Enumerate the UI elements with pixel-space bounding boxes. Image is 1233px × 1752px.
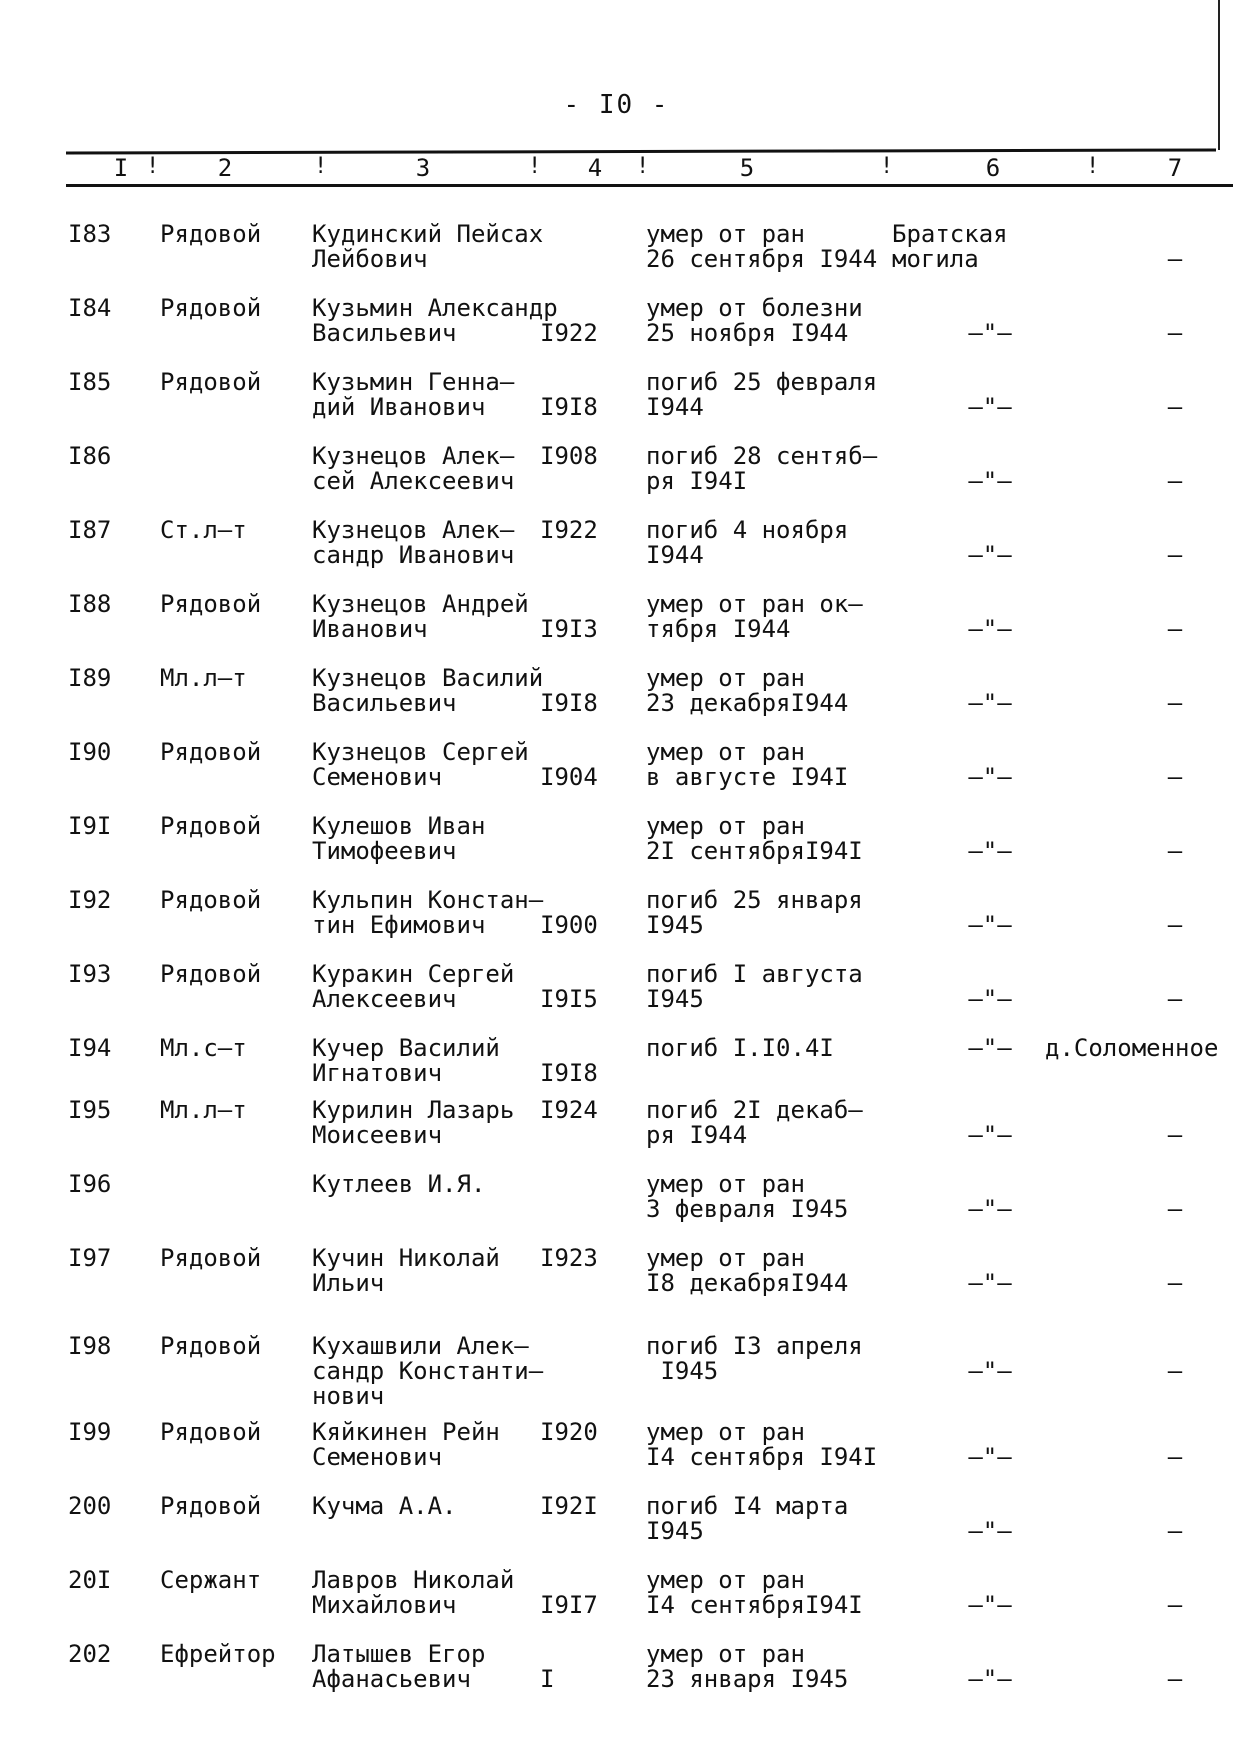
record-number: I84 [68, 294, 112, 322]
person-name-line: Ильич [312, 1269, 385, 1297]
person-name-line: Лейбович [312, 245, 428, 273]
military-rank: Рядовой [160, 1418, 262, 1446]
fate-line: умер от ран [646, 664, 805, 692]
burial-place: д.Соломенное [1045, 1034, 1219, 1062]
person-name-line: Васильевич [312, 689, 457, 717]
birth-year: I924 [540, 1096, 598, 1124]
column7-dash: – [1167, 1665, 1183, 1693]
military-rank: Рядовой [160, 368, 262, 396]
burial-line: –"– [968, 393, 1012, 421]
column7-dash: – [1167, 1591, 1183, 1619]
fate-line: I945 [646, 1357, 719, 1385]
person-name-line: Кучер Василий [312, 1034, 500, 1062]
record-number: I98 [68, 1332, 112, 1360]
fate-line: погиб I августа [646, 960, 863, 988]
column-separator: ! [1086, 154, 1100, 179]
column7-dash: – [1167, 1269, 1183, 1297]
burial-line: –"– [968, 467, 1012, 495]
column-separator: ! [636, 154, 650, 179]
person-name-line: дий Иванович [312, 393, 486, 421]
column7-dash: – [1167, 1121, 1183, 1149]
fate-line: умер от болезни [646, 294, 863, 322]
person-name-line: Кудинский Пейсах [312, 220, 544, 248]
fate-line: I944 [646, 393, 704, 421]
burial-line: –"– [968, 689, 1012, 717]
fate-line: I944 [646, 541, 704, 569]
record-number: I93 [68, 960, 112, 988]
person-name-line: Лавров Николай [312, 1566, 515, 1594]
record-number: I99 [68, 1418, 112, 1446]
fate-line: 23 декабряI944 [646, 689, 849, 717]
fate-line: 23 января I945 [646, 1665, 849, 1693]
record-number: I87 [68, 516, 112, 544]
column7-dash: – [1167, 1195, 1183, 1223]
birth-year: I9I8 [540, 393, 598, 421]
person-name-line: Кутлеев И.Я. [312, 1170, 486, 1198]
burial-line: –"– [968, 319, 1012, 347]
column-header-4: 4 [587, 154, 603, 182]
military-rank: Рядовой [160, 220, 262, 248]
military-rank: Рядовой [160, 886, 262, 914]
burial-line: –"– [968, 1591, 1012, 1619]
record-number: I92 [68, 886, 112, 914]
fate-line: ря I94I [646, 467, 748, 495]
fate-line: погиб 2I декаб– [646, 1096, 863, 1124]
person-name-line: Кульпин Констан– [312, 886, 544, 914]
record-number: I94 [68, 1034, 112, 1062]
record-number: 20I [68, 1566, 112, 1594]
military-rank: Мл.с–т [160, 1034, 247, 1062]
person-name-line: Афанасьевич [312, 1665, 471, 1693]
birth-year: I904 [540, 763, 598, 791]
column7-dash: – [1167, 1517, 1183, 1545]
burial-line: –"– [968, 1443, 1012, 1471]
fate-line: ря I944 [646, 1121, 748, 1149]
person-name-line: тин Ефимович [312, 911, 486, 939]
column-header-3: 3 [415, 154, 431, 182]
person-name-line: Кяйкинен Рейн [312, 1418, 500, 1446]
column7-dash: – [1167, 985, 1183, 1013]
column7-dash: – [1167, 393, 1183, 421]
fate-line: умер от ран [646, 812, 805, 840]
fate-line: I4 сентября I94I [646, 1443, 878, 1471]
person-name-line: Кузнецов Алек– [312, 442, 515, 470]
column7-dash: – [1167, 615, 1183, 643]
military-rank: Ст.л–т [160, 516, 247, 544]
birth-year: I9I7 [540, 1591, 598, 1619]
person-name-line: Куракин Сергей [312, 960, 515, 988]
person-name-line: Семенович [312, 763, 443, 791]
column7-dash: – [1167, 689, 1183, 717]
fate-line: умер от ран [646, 1640, 805, 1668]
person-name-line: Кузнецов Василий [312, 664, 544, 692]
column7-dash: – [1167, 245, 1183, 273]
military-rank: Рядовой [160, 1332, 262, 1360]
military-rank: Рядовой [160, 1492, 262, 1520]
burial-line: –"– [968, 541, 1012, 569]
person-name-line: Кулешов Иван [312, 812, 486, 840]
fate-line: I4 сентябряI94I [646, 1591, 863, 1619]
column-header-5: 5 [739, 154, 755, 182]
person-name-line: Васильевич [312, 319, 457, 347]
table-header-bottom-rule [66, 184, 1233, 187]
person-name-line: нович [312, 1382, 385, 1410]
fate-line: 26 сентября I944 [646, 245, 878, 273]
record-number: I83 [68, 220, 112, 248]
person-name-line: Иванович [312, 615, 428, 643]
record-number: I86 [68, 442, 112, 470]
column-header-1: I [113, 154, 129, 182]
fate-line: умер от ран [646, 1244, 805, 1272]
record-number: I88 [68, 590, 112, 618]
burial-line: Братская [892, 220, 1008, 248]
person-name-line: Кузнецов Сергей [312, 738, 529, 766]
person-name-line: Тимофеевич [312, 837, 457, 865]
column7-dash: – [1167, 1357, 1183, 1385]
record-number: I97 [68, 1244, 112, 1272]
birth-year: I9I8 [540, 689, 598, 717]
military-rank: Рядовой [160, 812, 262, 840]
fate-line: умер от ран [646, 738, 805, 766]
person-name-line: Кузьмин Александр [312, 294, 558, 322]
military-rank: Сержант [160, 1566, 262, 1594]
fate-line: умер от ран [646, 220, 805, 248]
page-number: - I0 - [563, 90, 670, 120]
burial-line: –"– [968, 763, 1012, 791]
column7-dash: – [1167, 763, 1183, 791]
fate-line: 2I сентябряI94I [646, 837, 863, 865]
fate-line: погиб I4 марта [646, 1492, 849, 1520]
military-rank: Ефрейтор [160, 1640, 276, 1668]
fate-line: погиб I3 апреля [646, 1332, 863, 1360]
record-number: I90 [68, 738, 112, 766]
burial-line: могила [892, 245, 979, 273]
column-header-2: 2 [217, 154, 233, 182]
person-name-line: Курилин Лазарь [312, 1096, 515, 1124]
record-number: I89 [68, 664, 112, 692]
military-rank: Рядовой [160, 1244, 262, 1272]
column-separator: ! [528, 154, 542, 179]
fate-line: погиб 4 ноября [646, 516, 849, 544]
birth-year: I922 [540, 319, 598, 347]
military-rank: Рядовой [160, 294, 262, 322]
fate-line: погиб 25 февраля [646, 368, 878, 396]
column-separator: ! [314, 154, 328, 179]
fate-line: I945 [646, 911, 704, 939]
birth-year: I923 [540, 1244, 598, 1272]
burial-line: –"– [968, 1517, 1012, 1545]
person-name-line: Кухашвили Алек– [312, 1332, 529, 1360]
record-number: 202 [68, 1640, 112, 1668]
fate-line: погиб 28 сентяб– [646, 442, 878, 470]
record-number: I85 [68, 368, 112, 396]
fate-line: погиб 25 января [646, 886, 863, 914]
person-name-line: сандр Иванович [312, 541, 515, 569]
fate-line: тября I944 [646, 615, 791, 643]
person-name-line: сандр Константи– [312, 1357, 544, 1385]
record-number: I96 [68, 1170, 112, 1198]
birth-year: I9I3 [540, 615, 598, 643]
burial-line: –"– [968, 1357, 1012, 1385]
burial-line: –"– [968, 1121, 1012, 1149]
military-rank: Мл.л–т [160, 1096, 247, 1124]
fate-line: I8 декабряI944 [646, 1269, 849, 1297]
fate-line: умер от ран [646, 1566, 805, 1594]
column-header-7: 7 [1167, 154, 1183, 182]
person-name-line: Алексеевич [312, 985, 457, 1013]
person-name-line: Кузнецов Алек– [312, 516, 515, 544]
burial-line: –"– [968, 837, 1012, 865]
column7-dash: – [1167, 1443, 1183, 1471]
page-border-line [1218, 0, 1220, 150]
fate-line: погиб I.I0.4I [646, 1034, 834, 1062]
military-rank: Рядовой [160, 738, 262, 766]
column7-dash: – [1167, 541, 1183, 569]
burial-line: –"– [968, 1034, 1012, 1062]
military-rank: Мл.л–т [160, 664, 247, 692]
military-rank: Рядовой [160, 590, 262, 618]
person-name-line: Кучма А.А. [312, 1492, 457, 1520]
fate-line: 3 февраля I945 [646, 1195, 849, 1223]
record-number: I9I [68, 812, 112, 840]
birth-year: I9I5 [540, 985, 598, 1013]
person-name-line: Моисеевич [312, 1121, 443, 1149]
column-separator: ! [146, 154, 160, 179]
person-name-line: Кузнецов Андрей [312, 590, 529, 618]
column7-dash: – [1167, 911, 1183, 939]
column7-dash: – [1167, 467, 1183, 495]
birth-year: I908 [540, 442, 598, 470]
person-name-line: Латышев Егор [312, 1640, 486, 1668]
burial-line: –"– [968, 1665, 1012, 1693]
fate-line: I945 [646, 1517, 704, 1545]
birth-year: I900 [540, 911, 598, 939]
fate-line: умер от ран ок– [646, 590, 863, 618]
column-separator: ! [880, 154, 894, 179]
column7-dash: – [1167, 837, 1183, 865]
record-number: 200 [68, 1492, 112, 1520]
person-name-line: Семенович [312, 1443, 443, 1471]
column7-dash: – [1167, 319, 1183, 347]
fate-line: 25 ноября I944 [646, 319, 849, 347]
burial-line: –"– [968, 615, 1012, 643]
military-rank: Рядовой [160, 960, 262, 988]
burial-line: –"– [968, 1195, 1012, 1223]
burial-line: –"– [968, 1269, 1012, 1297]
column-header-6: 6 [985, 154, 1001, 182]
birth-year: I9I8 [540, 1059, 598, 1087]
record-number: I95 [68, 1096, 112, 1124]
fate-line: умер от ран [646, 1170, 805, 1198]
birth-year: I92I [540, 1492, 598, 1520]
person-name-line: Игнатович [312, 1059, 443, 1087]
fate-line: I945 [646, 985, 704, 1013]
fate-line: умер от ран [646, 1418, 805, 1446]
person-name-line: Кучин Николай [312, 1244, 500, 1272]
fate-line: в августе I94I [646, 763, 849, 791]
person-name-line: Кузьмин Генна– [312, 368, 515, 396]
person-name-line: сей Алексеевич [312, 467, 515, 495]
birth-year: I [540, 1665, 555, 1693]
birth-year: I922 [540, 516, 598, 544]
burial-line: –"– [968, 911, 1012, 939]
birth-year: I920 [540, 1418, 598, 1446]
burial-line: –"– [968, 985, 1012, 1013]
person-name-line: Михайлович [312, 1591, 457, 1619]
